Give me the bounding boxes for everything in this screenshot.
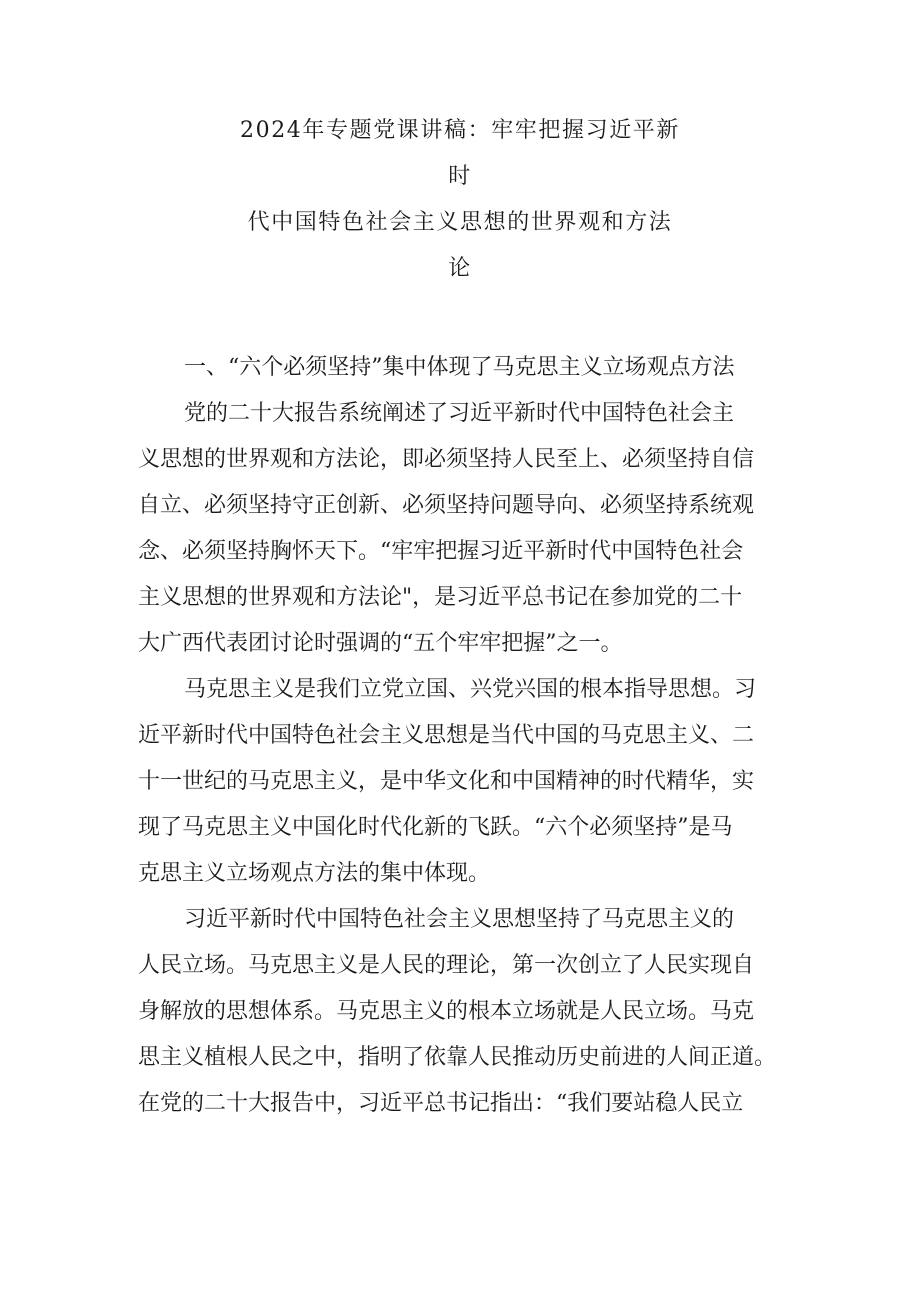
title-line: 2024年专题党课讲稿：牢牢把握习近平新 [240,118,680,143]
title-line: 论 [448,256,472,281]
paragraph-line: 身解放的思想体系。马克思主义的根本立场就是人民立场。马克 [138,999,755,1024]
paragraph-line: 十一世纪的马克思主义，是中华文化和中国精神的时代精华，实 [138,769,755,794]
paragraph-line: 在党的二十大报告中，习近平总书记指出：“我们要站稳人民立 [138,1091,744,1116]
section-heading: 一、“六个必须坚持”集中体现了马克思主义立场观点方法 [184,355,735,380]
paragraph-line: 义思想的世界观和方法论，即必须坚持人民至上、必须坚持自信 [138,447,755,472]
paragraph-line: 念、必须坚持胸怀天下。“牢牢把握习近平新时代中国特色社会 [138,539,744,564]
document-body [138,345,788,1127]
paragraph-line: 自立、必须坚持守正创新、必须坚持问题导向、必须坚持系统观 [138,493,755,518]
paragraph-line: 主义思想的世界观和方法论"，是习近平总书记在参加党的二十 [138,585,743,610]
paragraph-line: 大广西代表团讨论时强调的“五个牢牢把握”之一。 [138,631,623,656]
paragraph-line: 党的二十大报告系统阐述了习近平新时代中国特色社会主 [184,401,735,426]
title-line: 代中国特色社会主义思想的世界观和方法 [247,210,673,235]
paragraph-line: 习近平新时代中国特色社会主义思想坚持了马克思主义的 [184,907,735,932]
paragraph-line: 思主义植根人民之中，指明了依靠人民推动历史前进的人间正道。 [138,1045,777,1070]
paragraph-line: 人民立场。马克思主义是人民的理论，第一次创立了人民实现自 [138,953,755,978]
paragraph-line: 马克思主义是我们立党立国、兴党兴国的根本指导思想。习 [184,677,757,702]
paragraph-line: 克思主义立场观点方法的集中体现。 [138,861,491,886]
title-line: 时 [448,164,472,189]
paragraph-line: 现了马克思主义中国化时代化新的飞跃。“六个必须坚持”是马 [138,815,733,840]
paragraph-line: 近平新时代中国特色社会主义思想是当代中国的马克思主义、二 [138,723,755,748]
document-title [130,108,790,292]
